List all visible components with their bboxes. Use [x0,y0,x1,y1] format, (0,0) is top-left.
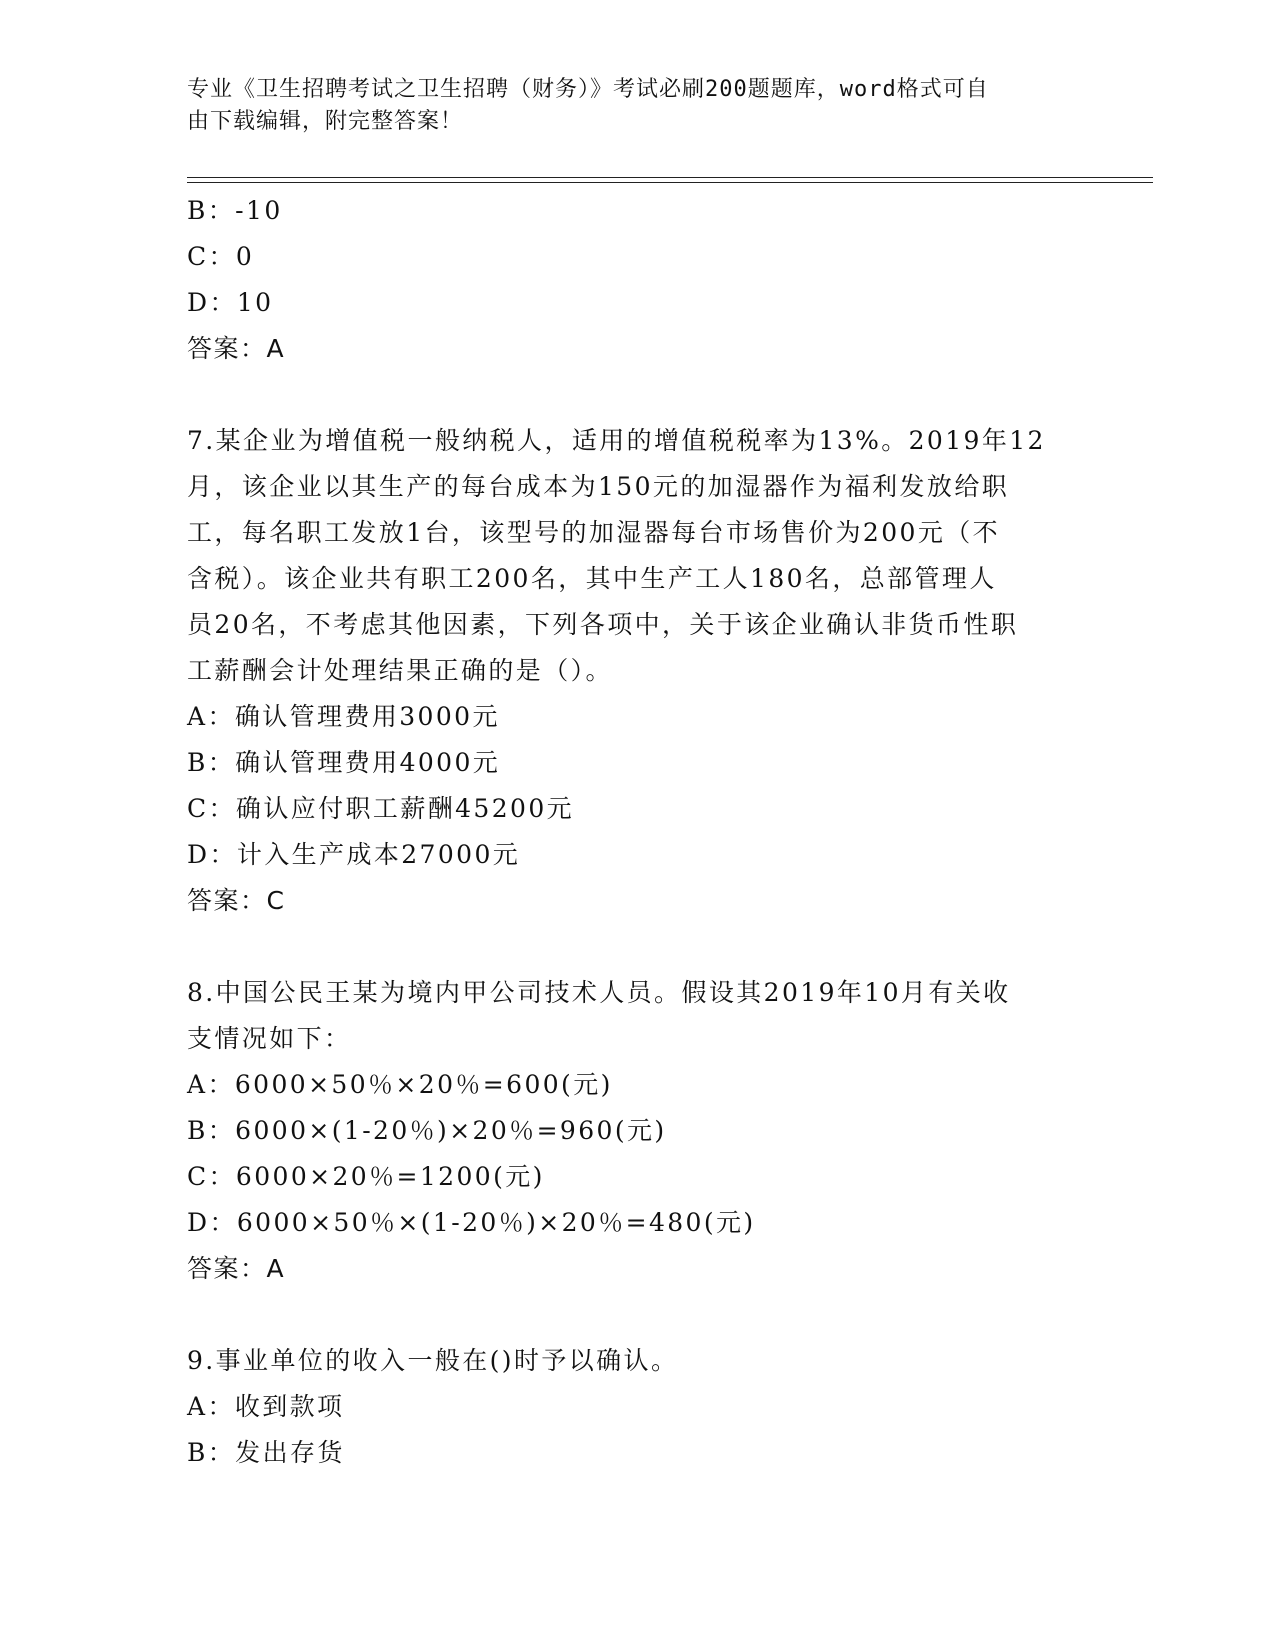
option-a: A：6000×50％×20％=600(元) [187,1070,613,1099]
option-a: A：收到款项 [187,1392,345,1421]
answer: 答案：C [187,886,286,915]
spacer [187,372,1067,418]
spacer [187,1292,1067,1338]
answer: 答案：A [187,334,286,363]
spacer [187,924,1067,970]
option-c: C：6000×20％=1200(元) [187,1162,545,1191]
question-stem-line: 含税）。该企业共有职工200名，其中生产工人180名，总部管理人 [187,564,997,593]
option-b: B：-10 [187,196,283,225]
option-c: C：确认应付职工薪酬45200元 [187,794,575,823]
option-b: B：6000×(1-20％)×20％=960(元) [187,1116,667,1145]
header-line-1: 专业《卫生招聘考试之卫生招聘（财务）》考试必刷200题题库，word格式可自 [187,77,989,102]
question-7 [187,418,1067,924]
question-9 [187,1338,1067,1476]
option-c: C：0 [187,242,255,271]
option-b: B：发出存货 [187,1438,345,1467]
option-d: D：10 [187,288,274,317]
question-stem-line: 7.某企业为增值税一般纳税人，适用的增值税税率为13%。2019年12 [187,426,1046,455]
question-stem-line: 月，该企业以其生产的每台成本为150元的加湿器作为福利发放给职 [187,472,1010,501]
question-stem: 9.事业单位的收入一般在()时予以确认。 [187,1346,679,1375]
question-stem-line: 支情况如下： [187,1024,352,1053]
question-stem-line: 工薪酬会计处理结果正确的是（）。 [187,656,613,685]
option-a: A：确认管理费用3000元 [187,702,500,731]
question-content [187,188,1067,1476]
option-b: B：确认管理费用4000元 [187,748,501,777]
question-stem-line: 工，每名职工发放1台，该型号的加湿器每台市场售价为200元（不 [187,518,1001,547]
option-d: D：6000×50％×(1-20％)×20％=480(元) [187,1208,756,1237]
question-stem-line: 8.中国公民王某为境内甲公司技术人员。假设其2019年10月有关收 [187,978,1011,1007]
header-divider-top [187,177,1153,178]
answer: 答案：A [187,1254,286,1283]
document-header [187,74,1067,138]
question-stem-line: 员20名，不考虑其他因素，下列各项中，关于该企业确认非货币性职 [187,610,1019,639]
previous-question [187,188,1067,372]
question-8 [187,970,1067,1292]
option-d: D：计入生产成本27000元 [187,840,521,869]
header-line-2: 由下载编辑，附完整答案！ [187,109,464,134]
header-divider-bottom [187,182,1153,183]
